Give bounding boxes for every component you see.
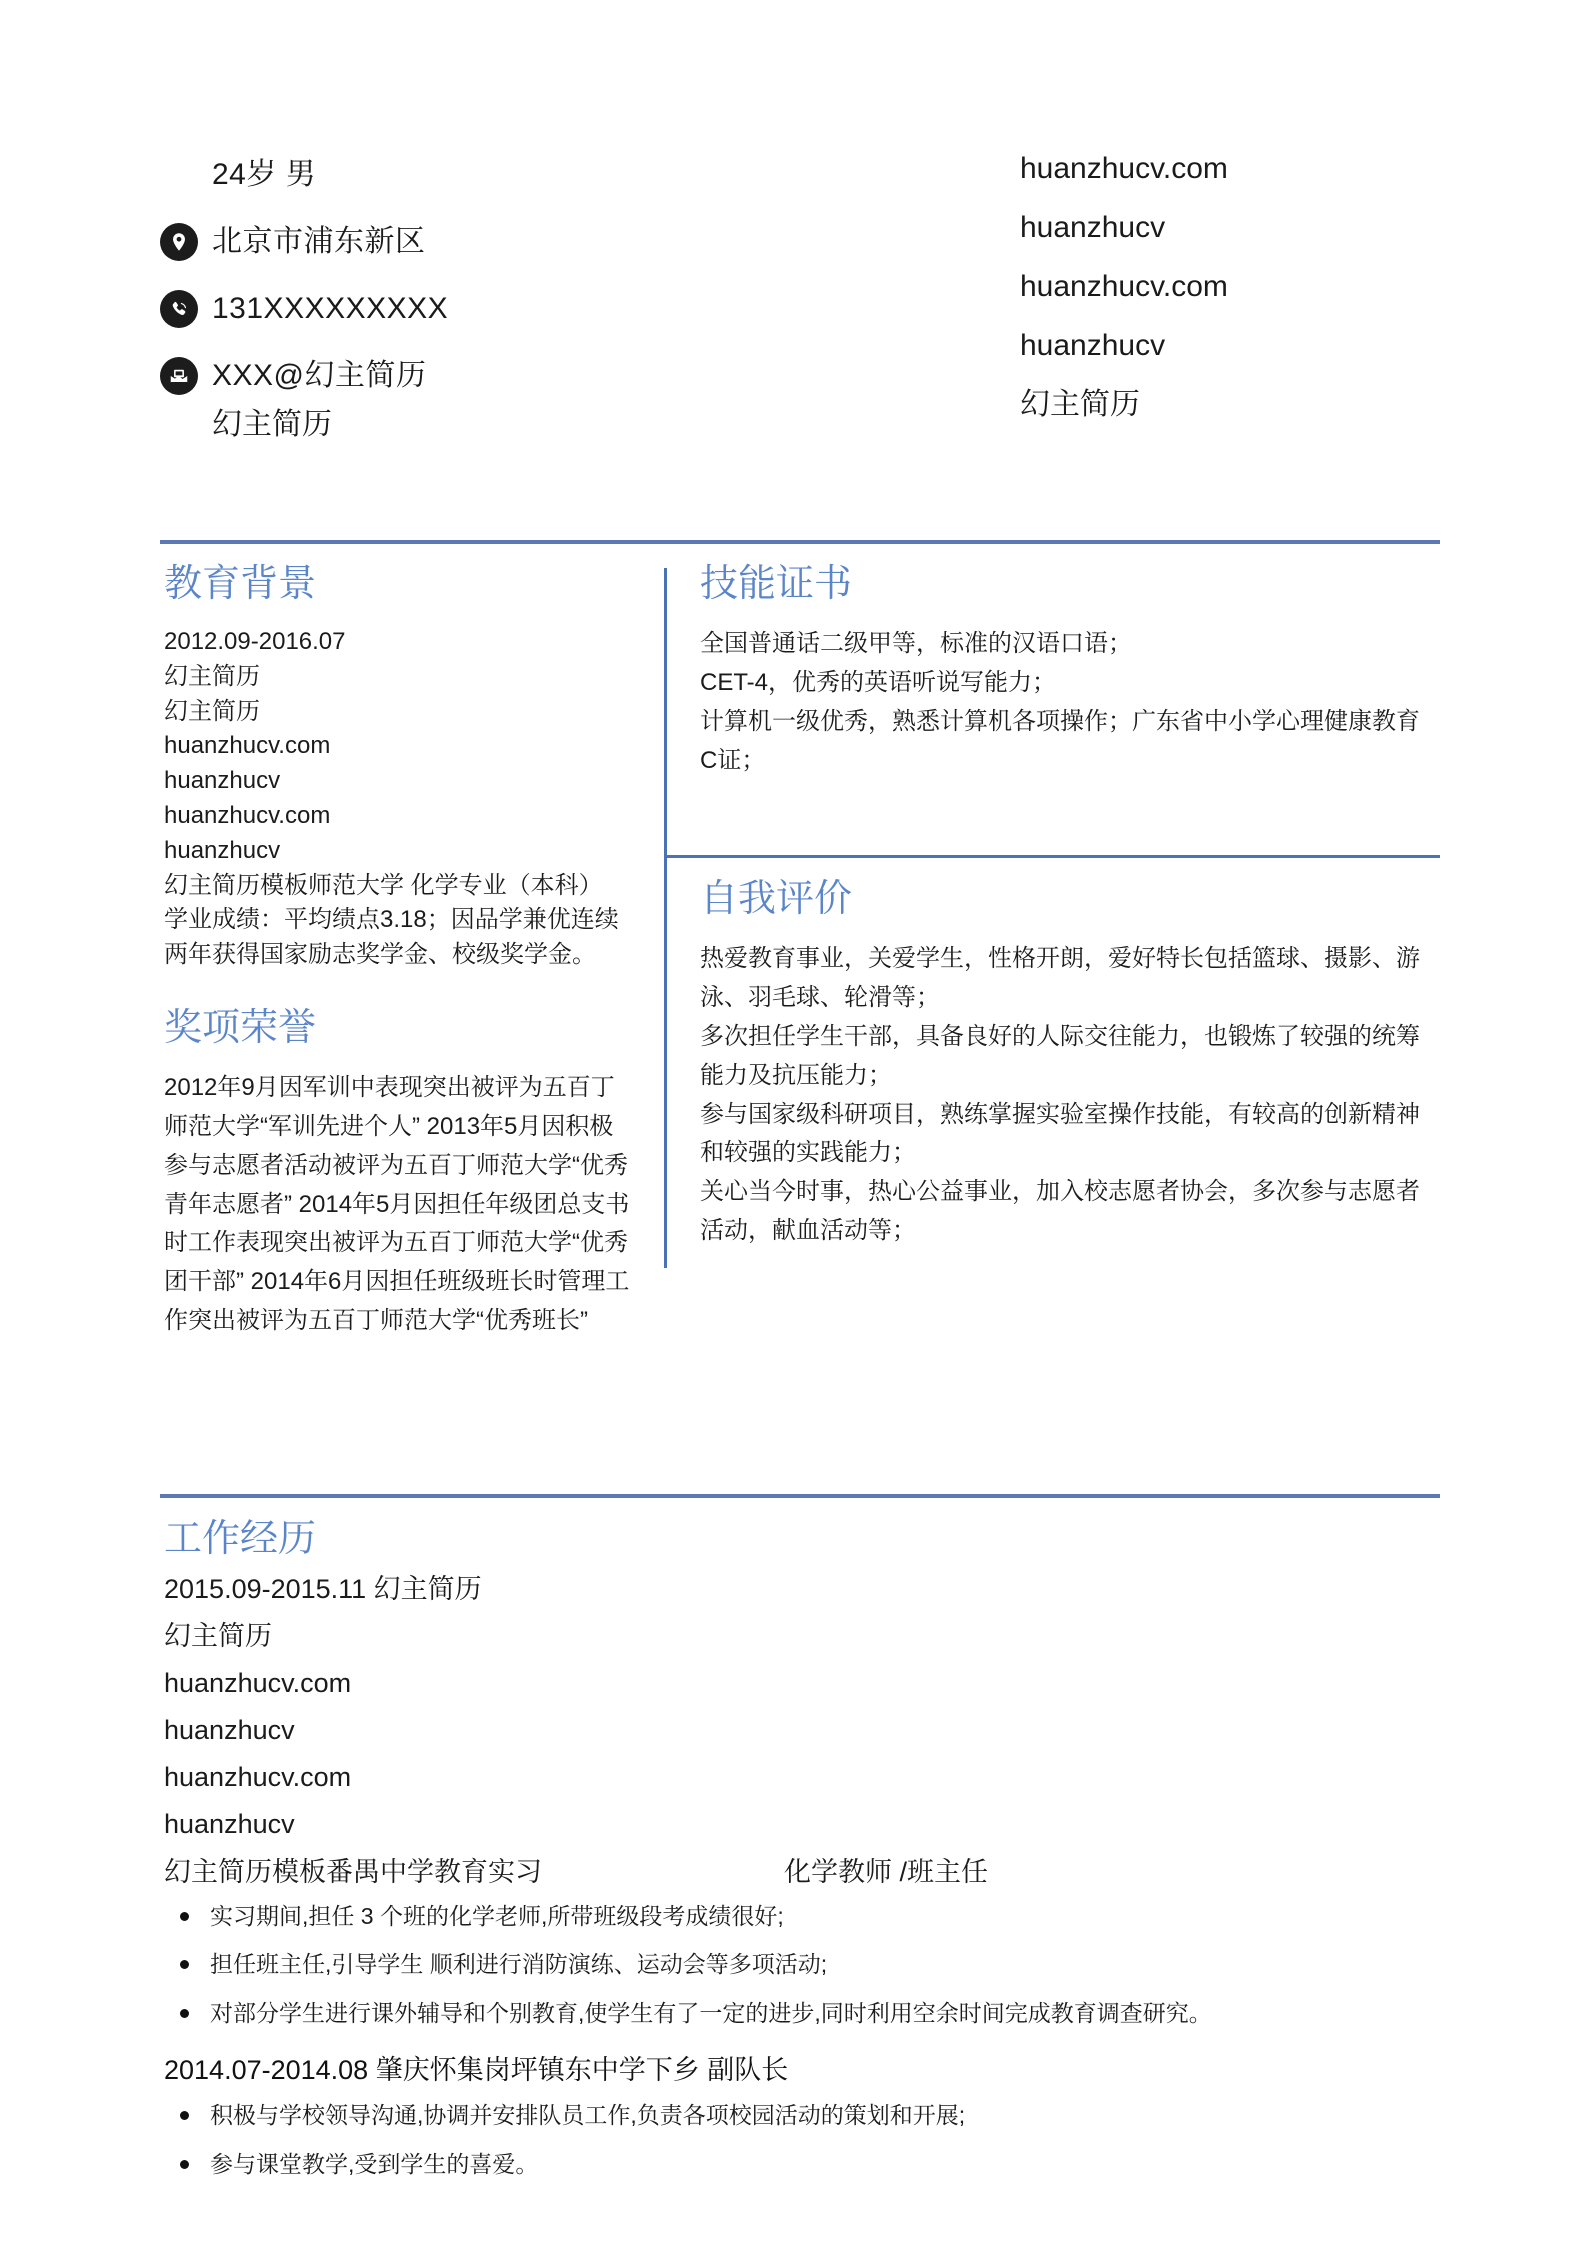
location-pin-icon bbox=[160, 223, 198, 261]
evaluation-section-title: 自我评价 bbox=[700, 878, 853, 920]
skills-section bbox=[700, 565, 1430, 781]
education-line-6: huanzhucv.com bbox=[164, 801, 331, 829]
education-line-1: 2012.09-2016.07 bbox=[164, 628, 346, 655]
list-item: 实习期间,担任 3 个班的化学老师,所带班级段考成绩很好; bbox=[174, 1902, 1444, 1931]
education-lines bbox=[164, 625, 634, 973]
email-text: XXX@幻主简历 bbox=[212, 359, 427, 392]
work-date-company-1: 2015.09-2015.11 幻主简历 bbox=[164, 1574, 482, 1604]
skills-section-title: 技能证书 bbox=[700, 563, 853, 605]
spacer-icon bbox=[160, 156, 198, 194]
work-entry-1-org: 幻主简历模板番禺中学教育实习 bbox=[164, 1856, 542, 1887]
work-section-divider bbox=[160, 1494, 1440, 1498]
basic-info-row bbox=[160, 150, 780, 200]
skills-line-1: 全国普通话二级甲等，标准的汉语口语； bbox=[700, 630, 1132, 657]
awards-body: 2012年9月因军训中表现突出被评为五百丁师范大学“军训先进个人” 2013年5月因积极参与志愿者活动被评为五百丁师范大学“优秀青年志愿者” 2014年5月因担任年级团总支书时工作表现突出被评为五百丁师范大学“优秀团干部” 2014年6月因担任班级班长时管理工作突出被评为五百丁师范大学“优秀班长” bbox=[164, 1073, 630, 1335]
header-links-column bbox=[1020, 150, 1440, 447]
evaluation-line-2: 多次担任学生干部，具备良好的人际交往能力，也锻炼了较强的统筹能力及抗压能力； bbox=[700, 1022, 1420, 1089]
phone-row bbox=[160, 284, 780, 334]
work-entry-2 bbox=[164, 2048, 1444, 2179]
education-line-2: 幻主简历 bbox=[164, 662, 260, 690]
phone-text: 131XXXXXXXXX bbox=[212, 292, 449, 325]
work-entry-1-line-3: huanzhucv bbox=[164, 1715, 295, 1746]
resume-header bbox=[160, 150, 1440, 447]
top-divider bbox=[160, 540, 1440, 544]
skills-body bbox=[700, 625, 1430, 781]
evaluation-line-4: 关心当今时事，热心公益事业，加入校志愿者协会，多次参与志愿者活动，献血活动等； bbox=[700, 1178, 1420, 1245]
header-link-1: huanzhucv.com bbox=[1020, 152, 1228, 185]
evaluation-line-3: 参与国家级科研项目，熟练掌握实验室操作技能，有较高的创新精神和较强的实践能力； bbox=[700, 1100, 1420, 1167]
header-contact-column bbox=[160, 150, 780, 447]
evaluation-line-1: 热爱教育事业，关爱学生，性格开朗，爱好特长包括篮球、摄影、游泳、羽毛球、轮滑等； bbox=[700, 945, 1420, 1011]
list-item: 参与课堂教学,受到学生的喜爱。 bbox=[174, 2150, 1444, 2179]
education-line-3: 幻主简历 bbox=[164, 697, 260, 725]
work-entry-1-line-2: huanzhucv.com bbox=[164, 1668, 352, 1699]
evaluation-section bbox=[700, 880, 1440, 1251]
phone-icon bbox=[160, 290, 198, 328]
email-row bbox=[160, 351, 780, 401]
header-link-3: huanzhucv.com bbox=[1020, 270, 1228, 303]
header-link-2: huanzhucv bbox=[1020, 211, 1166, 244]
education-detail: 学业成绩：平均绩点3.18；因品学兼优连续两年获得国家励志奖学金、校级奖学金。 bbox=[164, 906, 619, 969]
basic-info-text: 24岁 男 bbox=[212, 158, 317, 191]
work-section bbox=[164, 1520, 1444, 2198]
work-entry-1-bullets bbox=[174, 1902, 1444, 2028]
education-line-4: huanzhucv.com bbox=[164, 732, 331, 760]
work-entry-1-line-4: huanzhucv.com bbox=[164, 1762, 352, 1793]
header-link-4: huanzhucv bbox=[1020, 329, 1166, 362]
location-row bbox=[160, 217, 780, 267]
list-item: 担任班主任,引导学生 顺利进行消防演练、运动会等多项活动; bbox=[174, 1950, 1444, 1979]
work-entry-1-line-1: 幻主简历 bbox=[164, 1621, 272, 1652]
awards-section-title: 奖项荣誉 bbox=[164, 1006, 317, 1049]
list-item: 积极与学校领导沟通,协调并安排队员工作,负责各项校园活动的策划和开展; bbox=[174, 2101, 1444, 2130]
work-date-company-2: 2014.07-2014.08 肇庆怀集岗坪镇东中学下乡 副队长 bbox=[164, 2054, 789, 2085]
list-item: 对部分学生进行课外辅导和个别教育,使学生有了一定的进步,同时利用空余时间完成教育调查研究。 bbox=[174, 1999, 1444, 2028]
work-entry-1 bbox=[164, 1572, 1444, 2028]
evaluation-body bbox=[700, 940, 1440, 1251]
work-section-title: 工作经历 bbox=[164, 1518, 317, 1560]
email-icon bbox=[160, 357, 198, 395]
column-divider bbox=[664, 568, 667, 1268]
work-entry-2-bullets bbox=[174, 2101, 1444, 2179]
education-section-title: 教育背景 bbox=[164, 563, 317, 605]
work-entry-1-role: 化学教师 /班主任 bbox=[784, 1856, 989, 1887]
education-line-8: 幻主简历模板师范大学 化学专业（本科） bbox=[164, 871, 603, 899]
header-link-5: 幻主简历 bbox=[1020, 388, 1140, 421]
work-entry-1-header bbox=[164, 1855, 1444, 1890]
skills-line-3: 计算机一级优秀，熟悉计算机各项操作；广东省中小学心理健康教育C证； bbox=[700, 707, 1420, 774]
email-subtext: 幻主简历 bbox=[212, 408, 332, 441]
education-line-7: huanzhucv bbox=[164, 836, 281, 864]
location-text: 北京市浦东新区 bbox=[212, 225, 426, 258]
education-line-5: huanzhucv bbox=[164, 767, 281, 795]
left-column bbox=[164, 565, 634, 1341]
skills-line-2: CET-4，优秀的英语听说写能力； bbox=[700, 668, 1057, 696]
work-entry-1-line-5: huanzhucv bbox=[164, 1809, 295, 1840]
right-column-divider bbox=[664, 855, 1440, 858]
